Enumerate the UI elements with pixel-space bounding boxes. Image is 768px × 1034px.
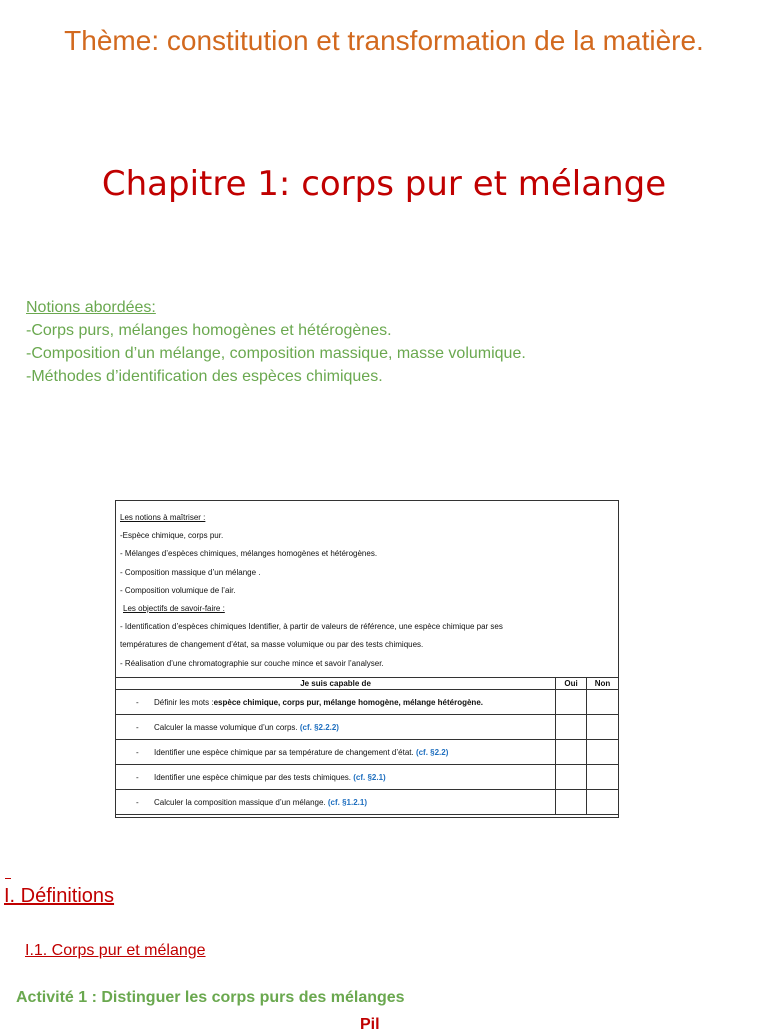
- notions-heading: Notions abordées:: [26, 299, 156, 316]
- non-checkbox-cell[interactable]: [587, 690, 619, 715]
- partial-text: Pil: [360, 1016, 380, 1033]
- oui-checkbox-cell[interactable]: [556, 690, 587, 715]
- objective-line: - Réalisation d’une chromatographie sur couche mince et savoir l’analyser.: [120, 658, 384, 668]
- table-row: [116, 740, 619, 765]
- capabilities-table: [115, 677, 619, 815]
- notion-line: -Espèce chimique, corps pur.: [120, 531, 224, 541]
- header-non: Non: [587, 678, 619, 690]
- row-text: Calculer la composition massique d’un mélange.: [154, 797, 328, 807]
- row-ref: (cf. §2.2): [415, 747, 449, 757]
- notion-line: - Composition volumique de l’air.: [120, 585, 236, 595]
- row-text: Identifier une espèce chimique par des tests chimiques.: [154, 772, 354, 782]
- notions-item: -Méthodes d’identification des espèces chimiques.: [26, 368, 383, 385]
- row-ref: (cf. §1.2.1): [327, 797, 368, 807]
- notions-to-master-heading: Les notions à maîtriser :: [120, 513, 206, 522]
- oui-checkbox-cell[interactable]: [556, 715, 587, 740]
- oui-checkbox-cell[interactable]: [556, 740, 587, 765]
- non-checkbox-cell[interactable]: [587, 740, 619, 765]
- table-header-row: [116, 678, 619, 690]
- non-checkbox-cell[interactable]: [587, 715, 619, 740]
- row-text: Calculer la masse volumique d’un corps.: [154, 722, 300, 732]
- row-dash: -: [136, 747, 139, 757]
- objective-line: - Identification d’espèces chimiques Identifier, à partir de valeurs de référence, une espèce chimique par ses: [120, 622, 503, 632]
- row-ref: (cf. §2.1): [353, 772, 386, 782]
- objective-line: températures de changement d’état, sa masse volumique ou par des tests chimiques.: [120, 640, 424, 650]
- objectives-heading: Les objectifs de savoir-faire :: [123, 604, 225, 614]
- activity-heading: Activité 1 : Distinguer les corps purs des mélanges: [16, 989, 405, 1006]
- non-checkbox-cell[interactable]: [587, 765, 619, 790]
- row-text: Identifier une espèce chimique par sa température de changement d’état.: [154, 747, 416, 757]
- subsection-heading: I.1. Corps pur et mélange: [25, 942, 206, 959]
- notion-line: - Composition massique d’un mélange .: [120, 567, 261, 577]
- header-capable: Je suis capable de: [116, 678, 556, 690]
- row-text: Définir les mots :: [154, 697, 214, 707]
- row-bold: espèce chimique, corps pur, mélange homogène, mélange hétérogène.: [213, 697, 483, 707]
- row-ref: (cf. §2.2.2): [299, 722, 339, 732]
- notions-block: [26, 296, 526, 388]
- section-heading-definitions: I. Définitions: [4, 885, 115, 907]
- oui-checkbox-cell[interactable]: [556, 790, 587, 815]
- header-oui: Oui: [556, 678, 587, 690]
- table-row: [116, 715, 619, 740]
- theme-title: Thème: constitution et transformation de la matière.: [64, 25, 704, 56]
- row-dash: -: [136, 697, 139, 707]
- notions-item: -Corps purs, mélanges homogènes et hétérogènes.: [26, 322, 392, 339]
- table-row: [116, 765, 619, 790]
- table-row: [116, 690, 619, 715]
- skills-box: [115, 500, 619, 818]
- oui-checkbox-cell[interactable]: [556, 765, 587, 790]
- row-dash: -: [136, 797, 139, 807]
- table-row: [116, 790, 619, 815]
- non-checkbox-cell[interactable]: [587, 790, 619, 815]
- row-dash: -: [136, 772, 139, 782]
- chapter-title: Chapitre 1: corps pur et mélange: [101, 164, 667, 204]
- notion-line: - Mélanges d’espèces chimiques, mélanges homogènes et hétérogènes.: [120, 549, 378, 559]
- notions-item: -Composition d’un mélange, composition massique, masse volumique.: [26, 345, 526, 362]
- section-marker: [5, 878, 11, 879]
- row-dash: -: [136, 722, 139, 732]
